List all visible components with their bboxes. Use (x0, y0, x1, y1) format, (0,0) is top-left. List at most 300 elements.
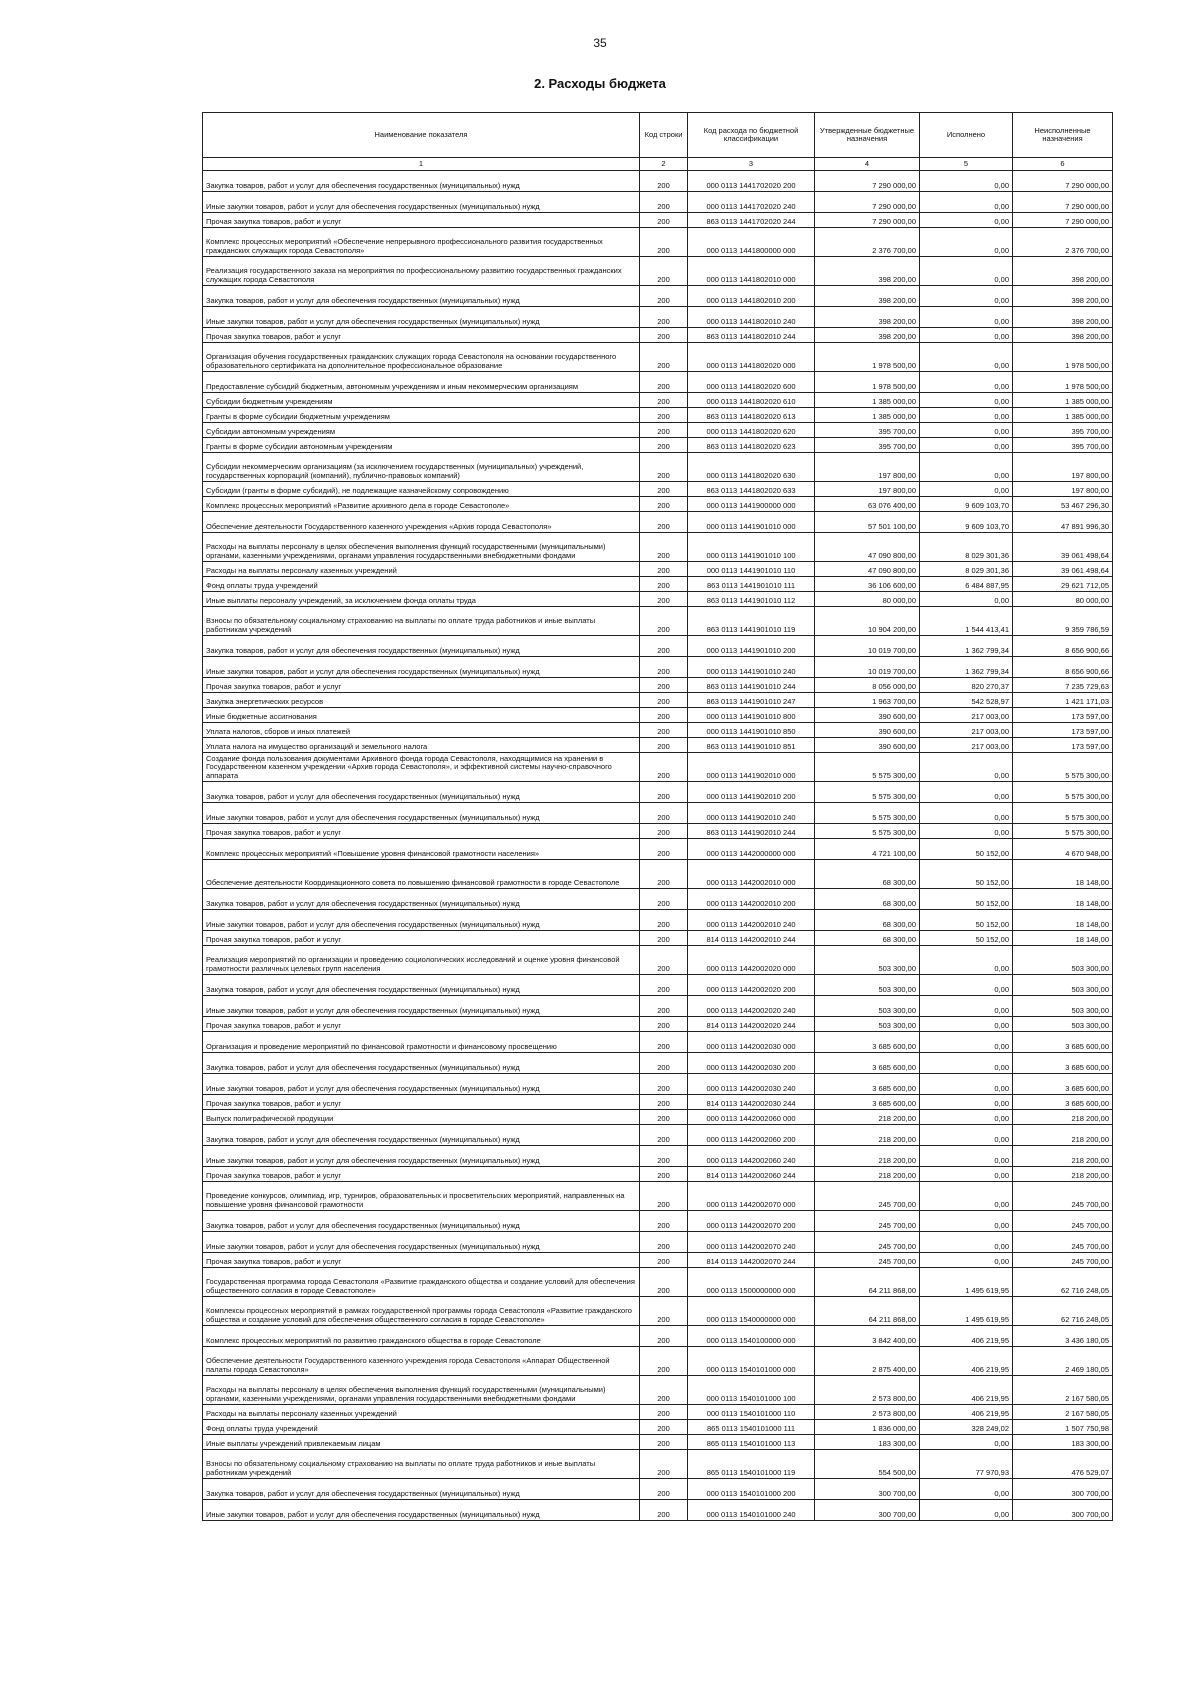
row-approved: 80 000,00 (815, 592, 920, 607)
row-approved: 197 800,00 (815, 482, 920, 497)
row-line-code: 200 (640, 1268, 688, 1297)
row-unexecuted: 3 685 600,00 (1013, 1032, 1113, 1053)
row-name: Субсидии некоммерческим организациям (за исключением государственных (муниципальных) учреждений, государственных корпораций (компаний), публично-правовых компаний) (203, 453, 640, 482)
row-budget-code: 863 0113 1441901010 244 (688, 678, 815, 693)
row-unexecuted: 4 670 948,00 (1013, 839, 1113, 860)
table-row (203, 693, 1113, 708)
row-approved: 395 700,00 (815, 423, 920, 438)
row-approved: 3 685 600,00 (815, 1074, 920, 1095)
row-executed: 0,00 (920, 1110, 1013, 1125)
row-line-code: 200 (640, 657, 688, 678)
row-name: Иные закупки товаров, работ и услуг для обеспечения государственных (муниципальных) нужд (203, 657, 640, 678)
row-unexecuted: 53 467 296,30 (1013, 497, 1113, 512)
row-approved: 5 575 300,00 (815, 753, 920, 782)
table-row (203, 803, 1113, 824)
row-executed: 0,00 (920, 328, 1013, 343)
row-unexecuted: 5 575 300,00 (1013, 824, 1113, 839)
row-name: Обеспечение деятельности Государственного казенного учреждения города Севастополя «Аппарат Общественной палаты города Севастополя» (203, 1347, 640, 1376)
row-name: Закупка товаров, работ и услуг для обеспечения государственных (муниципальных) нужд (203, 1125, 640, 1146)
row-line-code: 200 (640, 1182, 688, 1211)
table-row (203, 562, 1113, 577)
table-row (203, 738, 1113, 753)
row-unexecuted: 398 200,00 (1013, 328, 1113, 343)
row-approved: 68 300,00 (815, 889, 920, 910)
table-row (203, 328, 1113, 343)
row-budget-code: 000 0113 1442002010 000 (688, 860, 815, 889)
row-unexecuted: 395 700,00 (1013, 423, 1113, 438)
row-unexecuted: 1 385 000,00 (1013, 408, 1113, 423)
row-approved: 398 200,00 (815, 307, 920, 328)
row-budget-code: 000 0113 1442002020 200 (688, 975, 815, 996)
row-budget-code: 000 0113 1441901010 800 (688, 708, 815, 723)
row-budget-code: 863 0113 1441802010 244 (688, 328, 815, 343)
row-approved: 64 211 868,00 (815, 1297, 920, 1326)
row-budget-code: 000 0113 1441702020 200 (688, 171, 815, 192)
row-executed: 0,00 (920, 1095, 1013, 1110)
row-executed: 328 249,02 (920, 1420, 1013, 1435)
row-executed: 406 219,95 (920, 1405, 1013, 1420)
row-budget-code: 000 0113 1441802020 610 (688, 393, 815, 408)
row-unexecuted: 2 469 180,05 (1013, 1347, 1113, 1376)
row-approved: 1 978 500,00 (815, 372, 920, 393)
row-budget-code: 000 0113 1540000000 000 (688, 1297, 815, 1326)
row-name: Прочая закупка товаров, работ и услуг (203, 1253, 640, 1268)
row-line-code: 200 (640, 213, 688, 228)
row-line-code: 200 (640, 931, 688, 946)
row-approved: 2 573 800,00 (815, 1405, 920, 1420)
header-name: Наименование показателя (203, 113, 640, 158)
table-row (203, 1450, 1113, 1479)
row-executed: 0,00 (920, 438, 1013, 453)
row-line-code: 200 (640, 1095, 688, 1110)
row-approved: 8 056 000,00 (815, 678, 920, 693)
row-budget-code: 863 0113 1441901010 112 (688, 592, 815, 607)
row-budget-code: 000 0113 1441802020 620 (688, 423, 815, 438)
header-budget-code: Код расхода по бюджетной классификации (688, 113, 815, 158)
row-budget-code: 863 0113 1441802020 623 (688, 438, 815, 453)
row-approved: 300 700,00 (815, 1479, 920, 1500)
row-unexecuted: 3 685 600,00 (1013, 1095, 1113, 1110)
table-row (203, 860, 1113, 889)
table-row (203, 1211, 1113, 1232)
row-approved: 5 575 300,00 (815, 824, 920, 839)
row-budget-code: 863 0113 1441901010 111 (688, 577, 815, 592)
row-name: Проведение конкурсов, олимпиад, игр, турниров, образовательных и просветительских мероприятий, направленных на повышение уровня финансовой грамотности (203, 1182, 640, 1211)
row-line-code: 200 (640, 408, 688, 423)
row-approved: 197 800,00 (815, 453, 920, 482)
row-budget-code: 865 0113 1540101000 111 (688, 1420, 815, 1435)
row-approved: 47 090 800,00 (815, 533, 920, 562)
row-budget-code: 000 0113 1442002070 000 (688, 1182, 815, 1211)
row-name: Иные закупки товаров, работ и услуг для обеспечения государственных (муниципальных) нужд (203, 192, 640, 213)
table-row (203, 1405, 1113, 1420)
row-line-code: 200 (640, 723, 688, 738)
row-unexecuted: 18 148,00 (1013, 889, 1113, 910)
row-line-code: 200 (640, 910, 688, 931)
row-executed: 0,00 (920, 1053, 1013, 1074)
row-unexecuted: 173 597,00 (1013, 708, 1113, 723)
row-unexecuted: 503 300,00 (1013, 996, 1113, 1017)
row-budget-code: 863 0113 1441901010 247 (688, 693, 815, 708)
table-row (203, 192, 1113, 213)
row-budget-code: 000 0113 1441901010 850 (688, 723, 815, 738)
row-name: Иные закупки товаров, работ и услуг для обеспечения государственных (муниципальных) нужд (203, 1500, 640, 1521)
row-executed: 6 484 887,95 (920, 577, 1013, 592)
row-approved: 183 300,00 (815, 1435, 920, 1450)
row-executed: 0,00 (920, 228, 1013, 257)
row-approved: 5 575 300,00 (815, 782, 920, 803)
row-name: Прочая закупка товаров, работ и услуг (203, 1017, 640, 1032)
row-budget-code: 000 0113 1441901010 240 (688, 657, 815, 678)
row-line-code: 200 (640, 782, 688, 803)
table-row (203, 1110, 1113, 1125)
row-name: Организация и проведение мероприятий по финансовой грамотности и финансовому просвещению (203, 1032, 640, 1053)
table-row (203, 607, 1113, 636)
row-executed: 820 270,37 (920, 678, 1013, 693)
row-line-code: 200 (640, 533, 688, 562)
row-approved: 2 376 700,00 (815, 228, 920, 257)
row-approved: 398 200,00 (815, 328, 920, 343)
row-budget-code: 000 0113 1442002060 200 (688, 1125, 815, 1146)
table-row (203, 482, 1113, 497)
page-number: 35 (593, 36, 607, 50)
row-budget-code: 814 0113 1442002010 244 (688, 931, 815, 946)
row-unexecuted: 7 290 000,00 (1013, 213, 1113, 228)
row-budget-code: 000 0113 1442002010 200 (688, 889, 815, 910)
row-unexecuted: 218 200,00 (1013, 1167, 1113, 1182)
row-executed: 50 152,00 (920, 931, 1013, 946)
row-name: Закупка товаров, работ и услуг для обеспечения государственных (муниципальных) нужд (203, 889, 640, 910)
row-unexecuted: 503 300,00 (1013, 946, 1113, 975)
row-name: Прочая закупка товаров, работ и услуг (203, 328, 640, 343)
row-executed: 1 544 413,41 (920, 607, 1013, 636)
row-budget-code: 000 0113 1441901010 200 (688, 636, 815, 657)
row-unexecuted: 7 235 729,63 (1013, 678, 1113, 693)
row-approved: 2 875 400,00 (815, 1347, 920, 1376)
header-line-code: Код строки (640, 113, 688, 158)
table-row (203, 1167, 1113, 1182)
row-name: Закупка товаров, работ и услуг для обеспечения государственных (муниципальных) нужд (203, 782, 640, 803)
table-row (203, 453, 1113, 482)
row-executed: 406 219,95 (920, 1376, 1013, 1405)
row-name: Комплекс процессных мероприятий «Обеспечение непрерывного профессионального развития государственных гражданских служащих города Севастополя» (203, 228, 640, 257)
row-line-code: 200 (640, 438, 688, 453)
row-unexecuted: 47 891 996,30 (1013, 512, 1113, 533)
row-approved: 68 300,00 (815, 860, 920, 889)
row-name: Субсидии (гранты в форме субсидий), не подлежащие казначейскому сопровождению (203, 482, 640, 497)
row-budget-code: 000 0113 1441902010 000 (688, 753, 815, 782)
row-unexecuted: 39 061 498,64 (1013, 533, 1113, 562)
row-unexecuted: 2 376 700,00 (1013, 228, 1113, 257)
row-approved: 390 600,00 (815, 723, 920, 738)
table-row (203, 657, 1113, 678)
row-line-code: 200 (640, 577, 688, 592)
row-line-code: 200 (640, 1017, 688, 1032)
table-row (203, 512, 1113, 533)
row-budget-code: 814 0113 1442002060 244 (688, 1167, 815, 1182)
row-executed: 1 362 799,34 (920, 657, 1013, 678)
row-name: Выпуск полиграфической продукции (203, 1110, 640, 1125)
row-budget-code: 000 0113 1441802020 630 (688, 453, 815, 482)
row-executed: 0,00 (920, 393, 1013, 408)
row-line-code: 200 (640, 975, 688, 996)
row-budget-code: 000 0113 1441900000 000 (688, 497, 815, 512)
row-approved: 245 700,00 (815, 1211, 920, 1232)
row-budget-code: 000 0113 1540101000 200 (688, 1479, 815, 1500)
row-line-code: 200 (640, 1253, 688, 1268)
row-approved: 503 300,00 (815, 1017, 920, 1032)
row-name: Закупка энергетических ресурсов (203, 693, 640, 708)
row-approved: 503 300,00 (815, 996, 920, 1017)
row-unexecuted: 218 200,00 (1013, 1125, 1113, 1146)
row-approved: 503 300,00 (815, 975, 920, 996)
row-budget-code: 000 0113 1442002020 000 (688, 946, 815, 975)
row-name: Взносы по обязательному социальному страхованию на выплаты по оплате труда работников и иные выплаты работникам учреждений (203, 1450, 640, 1479)
row-line-code: 200 (640, 753, 688, 782)
row-approved: 7 290 000,00 (815, 192, 920, 213)
row-budget-code: 000 0113 1442002030 200 (688, 1053, 815, 1074)
row-executed: 0,00 (920, 1017, 1013, 1032)
row-name: Государственная программа города Севастополя «Развитие гражданского общества и создание условий для обеспечения общественного согласия в городе Севастополе» (203, 1268, 640, 1297)
table-row (203, 753, 1113, 782)
row-name: Реализация мероприятий по организации и проведению социологических исследований и оценке уровня финансовой грамотности различных целевых групп населения (203, 946, 640, 975)
table-row (203, 408, 1113, 423)
row-line-code: 200 (640, 839, 688, 860)
row-unexecuted: 197 800,00 (1013, 453, 1113, 482)
table-row (203, 372, 1113, 393)
row-unexecuted: 18 148,00 (1013, 931, 1113, 946)
row-line-code: 200 (640, 738, 688, 753)
row-unexecuted: 197 800,00 (1013, 482, 1113, 497)
row-line-code: 200 (640, 1032, 688, 1053)
row-name: Прочая закупка товаров, работ и услуг (203, 824, 640, 839)
row-line-code: 200 (640, 372, 688, 393)
row-executed: 0,00 (920, 1182, 1013, 1211)
row-approved: 398 200,00 (815, 286, 920, 307)
row-executed: 50 152,00 (920, 910, 1013, 931)
table-row (203, 996, 1113, 1017)
row-name: Иные выплаты персоналу учреждений, за исключением фонда оплаты труда (203, 592, 640, 607)
row-executed: 50 152,00 (920, 839, 1013, 860)
row-unexecuted: 245 700,00 (1013, 1182, 1113, 1211)
row-budget-code: 000 0113 1441802020 600 (688, 372, 815, 393)
row-executed: 0,00 (920, 975, 1013, 996)
row-name: Иные закупки товаров, работ и услуг для обеспечения государственных (муниципальных) нужд (203, 1074, 640, 1095)
row-approved: 390 600,00 (815, 708, 920, 723)
row-executed: 50 152,00 (920, 860, 1013, 889)
table-row (203, 438, 1113, 453)
column-number: 5 (920, 158, 1013, 171)
row-line-code: 200 (640, 257, 688, 286)
table-row (203, 307, 1113, 328)
row-unexecuted: 62 716 248,05 (1013, 1297, 1113, 1326)
row-budget-code: 000 0113 1441702020 240 (688, 192, 815, 213)
row-unexecuted: 8 656 900,66 (1013, 636, 1113, 657)
row-budget-code: 000 0113 1540101000 110 (688, 1405, 815, 1420)
row-line-code: 200 (640, 889, 688, 910)
row-approved: 10 019 700,00 (815, 657, 920, 678)
row-executed: 0,00 (920, 482, 1013, 497)
row-name: Закупка товаров, работ и услуг для обеспечения государственных (муниципальных) нужд (203, 1479, 640, 1500)
row-name: Закупка товаров, работ и услуг для обеспечения государственных (муниципальных) нужд (203, 1211, 640, 1232)
row-unexecuted: 395 700,00 (1013, 438, 1113, 453)
table-row (203, 1376, 1113, 1405)
row-line-code: 200 (640, 996, 688, 1017)
row-approved: 10 019 700,00 (815, 636, 920, 657)
row-unexecuted: 300 700,00 (1013, 1479, 1113, 1500)
row-executed: 1 495 619,95 (920, 1297, 1013, 1326)
row-budget-code: 000 0113 1442002030 000 (688, 1032, 815, 1053)
row-budget-code: 000 0113 1442002020 240 (688, 996, 815, 1017)
row-line-code: 200 (640, 1146, 688, 1167)
row-name: Субсидии бюджетным учреждениям (203, 393, 640, 408)
header-row (203, 113, 1113, 158)
row-executed: 0,00 (920, 171, 1013, 192)
row-budget-code: 863 0113 1441901010 119 (688, 607, 815, 636)
row-approved: 5 575 300,00 (815, 803, 920, 824)
row-approved: 3 842 400,00 (815, 1326, 920, 1347)
row-line-code: 200 (640, 946, 688, 975)
row-line-code: 200 (640, 693, 688, 708)
row-line-code: 200 (640, 860, 688, 889)
row-line-code: 200 (640, 228, 688, 257)
row-line-code: 200 (640, 453, 688, 482)
row-budget-code: 814 0113 1442002070 244 (688, 1253, 815, 1268)
row-budget-code: 000 0113 1442002070 240 (688, 1232, 815, 1253)
row-budget-code: 863 0113 1441901010 851 (688, 738, 815, 753)
row-name: Обеспечение деятельности Координационного совета по повышению финансовой грамотности в городе Севастополе (203, 860, 640, 889)
column-number: 6 (1013, 158, 1113, 171)
row-unexecuted: 503 300,00 (1013, 975, 1113, 996)
table-row (203, 213, 1113, 228)
row-approved: 3 685 600,00 (815, 1095, 920, 1110)
row-line-code: 200 (640, 592, 688, 607)
row-approved: 218 200,00 (815, 1146, 920, 1167)
row-name: Закупка товаров, работ и услуг для обеспечения государственных (муниципальных) нужд (203, 975, 640, 996)
row-unexecuted: 9 359 786,59 (1013, 607, 1113, 636)
row-line-code: 200 (640, 1074, 688, 1095)
table-row (203, 533, 1113, 562)
row-executed: 406 219,95 (920, 1326, 1013, 1347)
row-approved: 7 290 000,00 (815, 171, 920, 192)
row-line-code: 200 (640, 1110, 688, 1125)
row-budget-code: 000 0113 1441901010 100 (688, 533, 815, 562)
row-line-code: 200 (640, 1232, 688, 1253)
row-line-code: 200 (640, 482, 688, 497)
table-row (203, 497, 1113, 512)
table-row (203, 1500, 1113, 1521)
table-row (203, 946, 1113, 975)
row-budget-code: 865 0113 1540101000 113 (688, 1435, 815, 1450)
table-row (203, 1095, 1113, 1110)
row-name: Уплата налогов, сборов и иных платежей (203, 723, 640, 738)
row-executed: 0,00 (920, 1125, 1013, 1146)
row-name: Взносы по обязательному социальному страхованию на выплаты по оплате труда работников и иные выплаты работникам учреждений (203, 607, 640, 636)
row-line-code: 200 (640, 307, 688, 328)
row-unexecuted: 39 061 498,64 (1013, 562, 1113, 577)
row-name: Обеспечение деятельности Государственного казенного учреждения «Архив города Севастополя» (203, 512, 640, 533)
row-line-code: 200 (640, 1167, 688, 1182)
row-line-code: 200 (640, 343, 688, 372)
row-unexecuted: 398 200,00 (1013, 286, 1113, 307)
row-approved: 300 700,00 (815, 1500, 920, 1521)
row-name: Закупка товаров, работ и услуг для обеспечения государственных (муниципальных) нужд (203, 636, 640, 657)
row-name: Прочая закупка товаров, работ и услуг (203, 678, 640, 693)
row-unexecuted: 80 000,00 (1013, 592, 1113, 607)
row-approved: 218 200,00 (815, 1167, 920, 1182)
row-unexecuted: 503 300,00 (1013, 1017, 1113, 1032)
row-budget-code: 000 0113 1540101000 240 (688, 1500, 815, 1521)
row-approved: 1 963 700,00 (815, 693, 920, 708)
row-executed: 0,00 (920, 824, 1013, 839)
row-name: Уплата налога на имущество организаций и земельного налога (203, 738, 640, 753)
row-line-code: 200 (640, 1347, 688, 1376)
row-unexecuted: 1 978 500,00 (1013, 372, 1113, 393)
row-name: Гранты в форме субсидии бюджетным учреждениям (203, 408, 640, 423)
row-executed: 0,00 (920, 423, 1013, 438)
row-budget-code: 000 0113 1441800000 000 (688, 228, 815, 257)
row-name: Закупка товаров, работ и услуг для обеспечения государственных (муниципальных) нужд (203, 286, 640, 307)
row-executed: 0,00 (920, 1479, 1013, 1500)
row-executed: 1 495 619,95 (920, 1268, 1013, 1297)
table-row (203, 636, 1113, 657)
row-executed: 0,00 (920, 1032, 1013, 1053)
table-row (203, 708, 1113, 723)
row-executed: 0,00 (920, 1074, 1013, 1095)
table-row (203, 1125, 1113, 1146)
row-approved: 10 904 200,00 (815, 607, 920, 636)
row-name: Иные выплаты учреждений привлекаемым лицам (203, 1435, 640, 1450)
row-line-code: 200 (640, 607, 688, 636)
table-row (203, 257, 1113, 286)
row-executed: 0,00 (920, 257, 1013, 286)
row-budget-code: 000 0113 1441802010 000 (688, 257, 815, 286)
row-executed: 542 528,97 (920, 693, 1013, 708)
row-approved: 390 600,00 (815, 738, 920, 753)
row-line-code: 200 (640, 171, 688, 192)
table-row (203, 1074, 1113, 1095)
row-budget-code: 000 0113 1441901010 000 (688, 512, 815, 533)
row-name: Закупка товаров, работ и услуг для обеспечения государственных (муниципальных) нужд (203, 171, 640, 192)
row-executed: 8 029 301,36 (920, 562, 1013, 577)
row-budget-code: 000 0113 1442002060 240 (688, 1146, 815, 1167)
row-approved: 3 685 600,00 (815, 1032, 920, 1053)
column-number: 3 (688, 158, 815, 171)
row-name: Расходы на выплаты персоналу в целях обеспечения выполнения функций государственными (муниципальными) органами, казенными учреждениями, органами управления государственными внебюджетными фондами (203, 533, 640, 562)
row-unexecuted: 2 167 580,05 (1013, 1376, 1113, 1405)
row-name: Фонд оплаты труда учреждений (203, 577, 640, 592)
row-line-code: 200 (640, 708, 688, 723)
column-number: 1 (203, 158, 640, 171)
row-unexecuted: 1 421 171,03 (1013, 693, 1113, 708)
row-name: Комплексы процессных мероприятий в рамках государственной программы города Севастополя «Развитие гражданского общества и создание условий для обеспечения общественного согласия в городе Севастополе» (203, 1297, 640, 1326)
row-name: Субсидии автономным учреждениям (203, 423, 640, 438)
row-executed: 0,00 (920, 1146, 1013, 1167)
row-budget-code: 000 0113 1442000000 000 (688, 839, 815, 860)
row-name: Прочая закупка товаров, работ и услуг (203, 1095, 640, 1110)
row-executed: 0,00 (920, 782, 1013, 803)
row-name: Комплекс процессных мероприятий по развитию гражданского общества в городе Севастополе (203, 1326, 640, 1347)
row-name: Прочая закупка товаров, работ и услуг (203, 1167, 640, 1182)
row-unexecuted: 245 700,00 (1013, 1211, 1113, 1232)
row-budget-code: 000 0113 1441802010 200 (688, 286, 815, 307)
row-unexecuted: 1 978 500,00 (1013, 343, 1113, 372)
row-name: Фонд оплаты труда учреждений (203, 1420, 640, 1435)
row-unexecuted: 3 685 600,00 (1013, 1074, 1113, 1095)
row-approved: 4 721 100,00 (815, 839, 920, 860)
row-approved: 503 300,00 (815, 946, 920, 975)
row-line-code: 200 (640, 1500, 688, 1521)
